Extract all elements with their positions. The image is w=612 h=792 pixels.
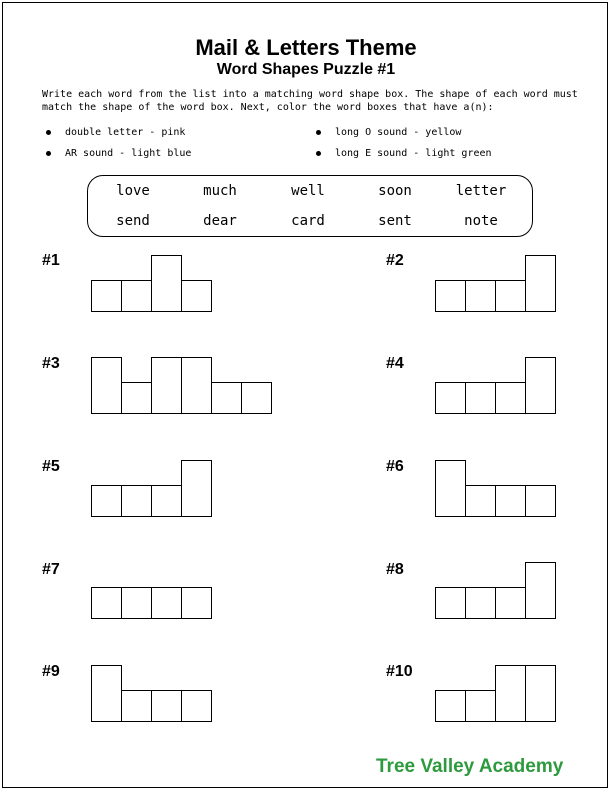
letter-box-short[interactable] xyxy=(435,690,466,722)
letter-box-tall[interactable] xyxy=(525,562,556,619)
letter-box-short[interactable] xyxy=(435,280,466,312)
bullet-dot-icon xyxy=(316,151,321,156)
letter-box-short[interactable] xyxy=(121,690,152,722)
puzzle-label-7: #7 xyxy=(42,561,60,578)
page-subtitle: Word Shapes Puzzle #1 xyxy=(216,61,396,78)
word-bank-item: letter xyxy=(455,183,507,199)
bullet-long-e: long E sound - light green xyxy=(316,148,492,159)
letter-box-short[interactable] xyxy=(465,587,496,619)
bullet-double-letter: double letter - pink xyxy=(46,127,185,138)
brand-footer: Tree Valley Academy xyxy=(376,756,564,777)
letter-box-tall[interactable] xyxy=(181,460,212,517)
letter-box-short[interactable] xyxy=(91,587,122,619)
word-bank-item: note xyxy=(464,213,498,229)
letter-box-short[interactable] xyxy=(121,587,152,619)
word-bank-item: card xyxy=(291,213,325,229)
letter-box-tall[interactable] xyxy=(525,665,556,722)
word-bank-item: send xyxy=(116,213,150,229)
letter-box-short[interactable] xyxy=(91,280,122,312)
letter-box-short[interactable] xyxy=(151,587,182,619)
letter-box-tall[interactable] xyxy=(91,665,122,722)
puzzle-label-10: #10 xyxy=(386,663,413,680)
letter-box-short[interactable] xyxy=(465,485,496,517)
instructions-text: Write each word from the list into a matching word shape box. The shape of each word must match the shape of the word box. Next, color the word boxes that have a(n): xyxy=(42,89,578,113)
word-bank-item: soon xyxy=(378,183,412,199)
letter-box-short[interactable] xyxy=(435,382,466,414)
word-bank-item: much xyxy=(203,183,237,199)
letter-box-tall[interactable] xyxy=(525,255,556,312)
letter-box-tall[interactable] xyxy=(495,665,526,722)
puzzle-label-1: #1 xyxy=(42,252,60,269)
letter-box-short[interactable] xyxy=(465,382,496,414)
letter-box-short[interactable] xyxy=(181,587,212,619)
letter-box-short[interactable] xyxy=(465,280,496,312)
bullet-ar-sound: AR sound - light blue xyxy=(46,148,191,159)
letter-box-tall[interactable] xyxy=(151,357,182,414)
puzzle-label-4: #4 xyxy=(386,355,404,372)
letter-box-tall[interactable] xyxy=(525,357,556,414)
letter-box-short[interactable] xyxy=(151,690,182,722)
letter-box-short[interactable] xyxy=(121,382,152,414)
letter-box-short[interactable] xyxy=(495,382,526,414)
puzzle-label-5: #5 xyxy=(42,458,60,475)
letter-box-short[interactable] xyxy=(495,587,526,619)
puzzle-label-3: #3 xyxy=(42,355,60,372)
puzzle-label-8: #8 xyxy=(386,561,404,578)
letter-box-short[interactable] xyxy=(465,690,496,722)
word-bank-item: love xyxy=(116,183,150,199)
letter-box-short[interactable] xyxy=(211,382,242,414)
letter-box-short[interactable] xyxy=(435,587,466,619)
letter-box-short[interactable] xyxy=(151,485,182,517)
word-bank-item: dear xyxy=(203,213,237,229)
letter-box-tall[interactable] xyxy=(151,255,182,312)
bullet-dot-icon xyxy=(316,130,321,135)
letter-box-short[interactable] xyxy=(121,280,152,312)
word-bank-item: sent xyxy=(378,213,412,229)
letter-box-short[interactable] xyxy=(181,280,212,312)
bullet-dot-icon xyxy=(46,151,51,156)
page-title: Mail & Letters Theme xyxy=(195,35,417,60)
letter-box-short[interactable] xyxy=(241,382,272,414)
word-bank-item: well xyxy=(291,183,325,199)
bullet-dot-icon xyxy=(46,130,51,135)
letter-box-short[interactable] xyxy=(525,485,556,517)
letter-box-short[interactable] xyxy=(121,485,152,517)
letter-box-short[interactable] xyxy=(91,485,122,517)
puzzle-label-2: #2 xyxy=(386,252,404,269)
puzzle-label-9: #9 xyxy=(42,663,60,680)
letter-box-short[interactable] xyxy=(495,280,526,312)
letter-box-tall[interactable] xyxy=(91,357,122,414)
letter-box-short[interactable] xyxy=(495,485,526,517)
bullet-long-o: long O sound - yellow xyxy=(316,127,461,138)
letter-box-short[interactable] xyxy=(181,690,212,722)
letter-box-tall[interactable] xyxy=(435,460,466,517)
letter-box-tall[interactable] xyxy=(181,357,212,414)
puzzle-label-6: #6 xyxy=(386,458,404,475)
